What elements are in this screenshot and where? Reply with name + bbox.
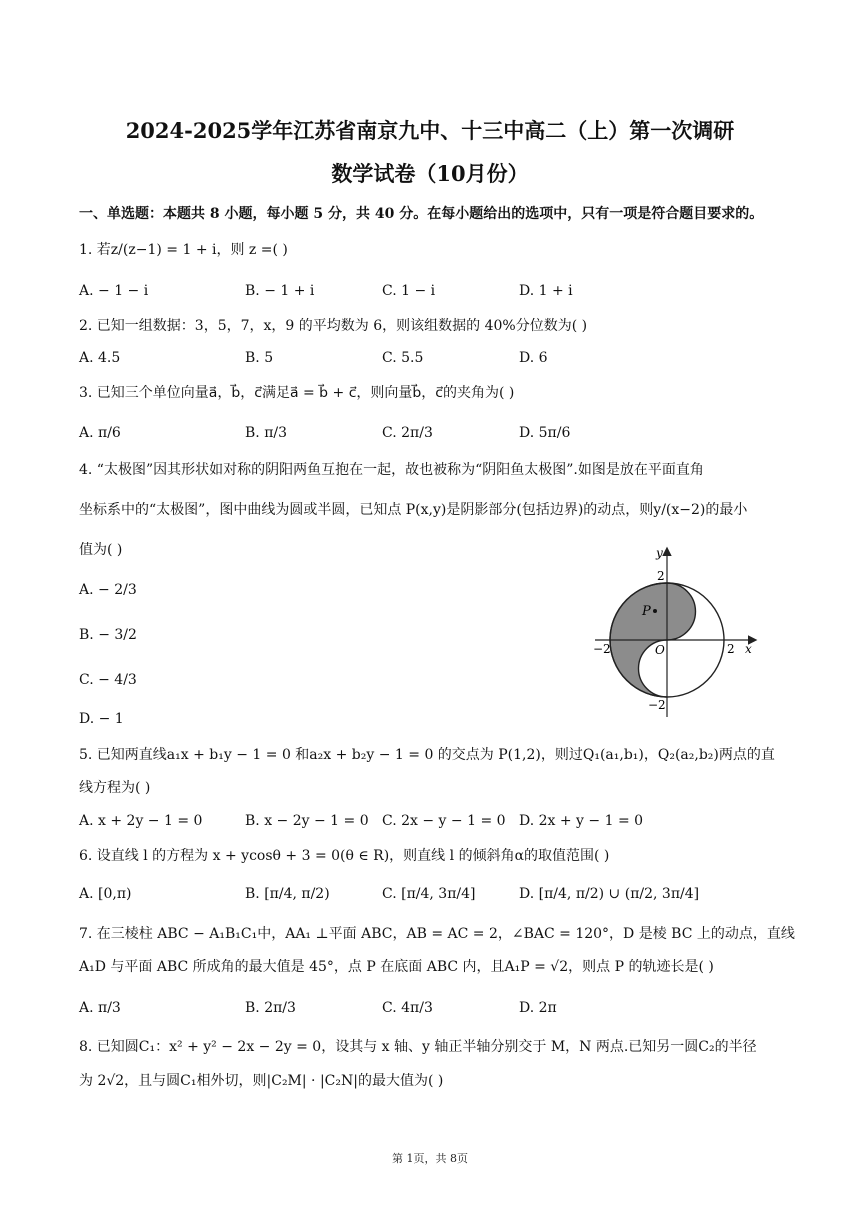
q1-option-d: D. 1 + i	[519, 283, 573, 299]
question-8-stem-line-1: 8. 已知圆C₁：x² + y² − 2x − 2y = 0，设其与 x 轴、y 轴正半轴分别交于 M，N 两点.已知另一圆C₂的半径	[79, 1039, 757, 1055]
q6-option-c: C. [π/4, 3π/4]	[382, 886, 476, 902]
x-axis-label: x	[745, 642, 752, 656]
y-axis-label: y	[656, 546, 663, 560]
question-3-stem: 3. 已知三个单位向量a⃗，b⃗，c⃗满足a⃗ = b⃗ + c⃗，则向量b⃗，c⃗的夹角为( )	[79, 385, 515, 401]
tick-label-right: 2	[727, 642, 735, 656]
section-heading: 一、单选题：本题共 8 小题，每小题 5 分，共 40 分。在每小题给出的选项中，只有一项是符合题目要求的。	[79, 206, 764, 222]
question-1-stem: 1. 若z/(z−1) = 1 + i，则 z =( )	[79, 242, 288, 258]
question-8-stem-line-2: 为 2√2，且与圆C₁相外切，则|C₂M| · |C₂N|的最大值为( )	[79, 1073, 444, 1089]
q4-option-b: B. − 3/2	[79, 627, 137, 643]
question-4-stem-line-1: 4. “太极图”因其形状如对称的阴阳两鱼互抱在一起，故也被称为“阴阳鱼太极图”.如图是放在平面直角	[79, 462, 704, 478]
question-5-stem-line-2: 线方程为( )	[79, 780, 151, 796]
q3-option-d: D. 5π/6	[519, 425, 571, 441]
q5-option-b: B. x − 2y − 1 = 0	[245, 813, 369, 829]
q7-option-a: A. π/3	[79, 1000, 121, 1016]
tick-label-top: 2	[657, 569, 665, 583]
q1-option-b: B. − 1 + i	[245, 283, 315, 299]
question-4-stem-line-2: 坐标系中的“太极图”，图中曲线为圆或半圆，已知点 P(x,y)是阴影部分(包括边界)的动点，则y/(x−2)的最小	[79, 502, 748, 518]
q3-option-c: C. 2π/3	[382, 425, 433, 441]
q3-option-b: B. π/3	[245, 425, 288, 441]
q7-option-b: B. 2π/3	[245, 1000, 296, 1016]
question-7-stem-line-2: A₁D 与平面 ABC 所成角的最大值是 45°，点 P 在底面 ABC 内，且A₁P = √2，则点 P 的轨迹长是( )	[79, 959, 714, 975]
exam-subtitle: 数学试卷（10月份）	[331, 161, 529, 186]
question-2-stem: 2. 已知一组数据：3，5，7，x，9 的平均数为 6，则该组数据的 40%分位数为( )	[79, 318, 588, 334]
q4-option-d: D. − 1	[79, 711, 124, 727]
q2-option-d: D. 6	[519, 350, 548, 366]
q2-option-c: C. 5.5	[382, 350, 424, 366]
q5-option-a: A. x + 2y − 1 = 0	[79, 813, 203, 829]
q4-option-c: C. − 4/3	[79, 672, 137, 688]
question-5-stem-line-1: 5. 已知两直线a₁x + b₁y − 1 = 0 和a₂x + b₂y − 1 = 0 的交点为 P(1,2)，则过Q₁(a₁,b₁)，Q₂(a₂,b₂)两点的直	[79, 747, 775, 763]
question-4-stem-line-3: 值为( )	[79, 542, 123, 558]
exam-title: 2024-2025学年江苏省南京九中、十三中高二（上）第一次调研	[125, 118, 735, 143]
q6-option-a: A. [0,π)	[79, 886, 132, 902]
q4-option-a: A. − 2/3	[79, 582, 137, 598]
q6-option-b: B. [π/4, π/2)	[245, 886, 330, 902]
tick-label-left: −2	[593, 642, 611, 656]
q2-option-a: A. 4.5	[79, 350, 121, 366]
question-7-stem-line-1: 7. 在三棱柱 ABC − A₁B₁C₁中，AA₁ ⊥平面 ABC，AB = AC = 2，∠BAC = 120°，D 是棱 BC 上的动点，直线	[79, 926, 795, 942]
taiji-figure	[590, 545, 760, 720]
q2-option-b: B. 5	[245, 350, 274, 366]
q3-option-a: A. π/6	[79, 425, 121, 441]
q7-option-c: C. 4π/3	[382, 1000, 433, 1016]
point-p-label: P	[642, 604, 651, 619]
q5-option-d: D. 2x + y − 1 = 0	[519, 813, 644, 829]
q1-option-a: A. − 1 − i	[79, 283, 149, 299]
question-6-stem: 6. 设直线 l 的方程为 x + ycosθ + 3 = 0(θ ∈ R)，则直线 l 的倾斜角α的取值范围( )	[79, 848, 610, 864]
q7-option-d: D. 2π	[519, 1000, 557, 1016]
tick-label-bottom: −2	[648, 698, 666, 712]
point-p-dot	[653, 609, 657, 613]
origin-label: O	[655, 643, 665, 657]
q5-option-c: C. 2x − y − 1 = 0	[382, 813, 506, 829]
q1-option-c: C. 1 − i	[382, 283, 436, 299]
q6-option-d: D. [π/4, π/2) ∪ (π/2, 3π/4]	[519, 886, 700, 902]
page-footer: 第 1页，共 8页	[392, 1152, 468, 1165]
